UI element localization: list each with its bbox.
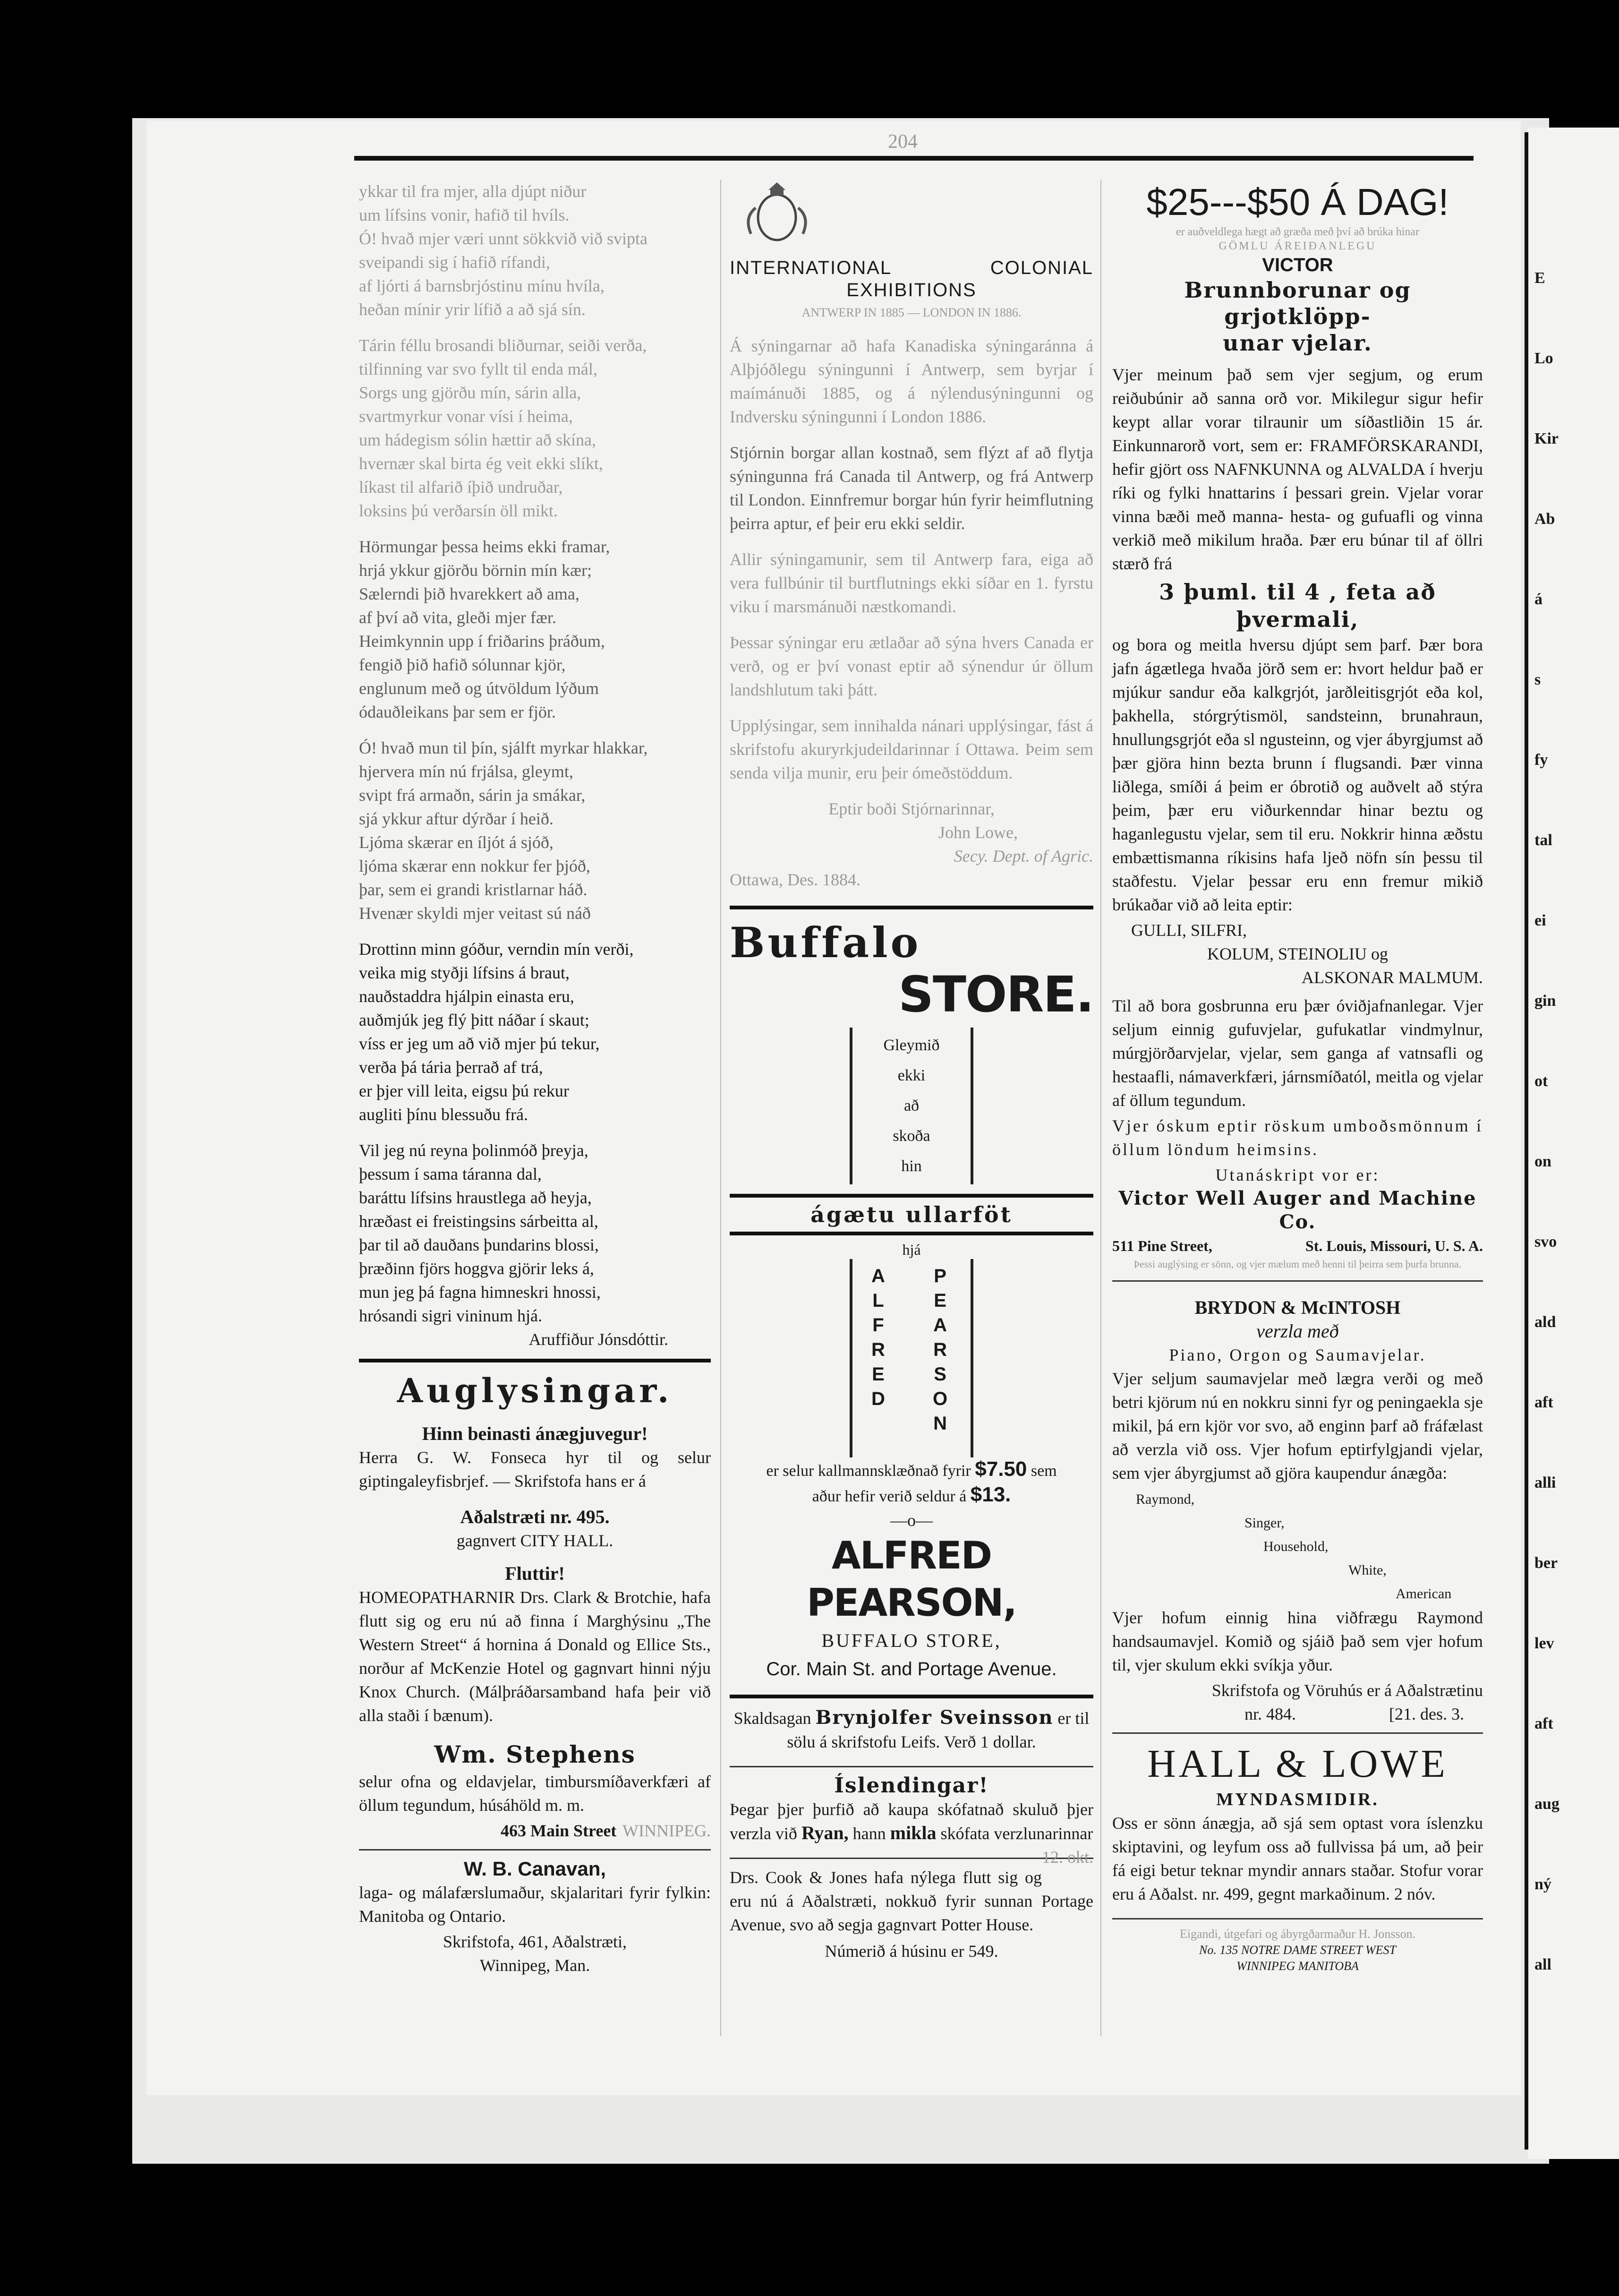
ad-divider (359, 1849, 711, 1851)
poem-stanza-5 (359, 937, 711, 1126)
victor-paragraph-3: Til að bora gosbrunna eru þær óviðjafnanlegar. Vjer seljum einnig gufuvjelar, gufukatlar vindmylnur, múrgjörðarvjelar, vjelar, sem ganga af vatnsafli og hestaafli, námaverkfæri, járnsmíðatól, meitla og vjelar af öllum tegundum. (1112, 996, 1483, 1110)
adjacent-page-fragment: ber (1534, 1554, 1558, 1572)
brand-household: Household, (1263, 1539, 1329, 1554)
buffalo-store-line: BUFFALO STORE, (821, 1630, 1002, 1651)
adjacent-page-fragment: aug (1534, 1795, 1559, 1813)
stack-word: hin (901, 1157, 922, 1175)
saga-title: Brynjolfer Sveinsson (815, 1706, 1054, 1729)
adjacent-page-strip (1528, 128, 1619, 2159)
exhibition-paragraph-4: Þessar sýningar eru ætlaðar að sýna hvers Canada er verð, og er því vonast eptir að sýnendur úr öllum landshlutum taki þátt. (730, 633, 1093, 699)
poem-line: Tárin féllu brosandi bliðurnar, seiði verða, (359, 336, 647, 355)
page-number: 204 (888, 131, 918, 153)
poem-stanza-2 (359, 334, 711, 523)
victor-size-line: 3 þuml. til 4 , feta að þvermali, (1159, 579, 1436, 632)
poem-line: auðmjúk jeg flý þitt náðar í skaut; (359, 1011, 589, 1029)
exhibition-title-left: INTERNATIONAL (730, 257, 892, 278)
gleymid-stack (852, 1030, 971, 1182)
brand-white: White, (1348, 1562, 1387, 1578)
poem-line: er þjer vill leita, eigsu þú rekur (359, 1081, 569, 1100)
section-rule (730, 906, 1093, 909)
poem-line: um lífsins vonir, hafið til hvíls. (359, 206, 570, 224)
hall-lowe-paragraph: Oss er sönn ánægja, að sjá sem optast vora íslenzku skiptavini, og leyfum oss að fullvissa þá um, að þeir fá eigi betur teknar myndir annars staðar. Stofur vorar eru á Aðalst. nr. 499, gegnt markaðinum. 2 nóv. (1112, 1814, 1483, 1903)
poem-line: nauðstaddra hjálpin einasta eru, (359, 987, 574, 1006)
ad-stephens-address-line (359, 1819, 711, 1842)
ad-fonseca-address-2: gagnvert CITY HALL. (456, 1531, 614, 1550)
poem-line: veika mig styðji lífsins á braut, (359, 963, 570, 982)
ad-canavan-city: Winnipeg, Man. (479, 1956, 590, 1975)
poem-line: af því að vita, gleði mjer fær. (359, 608, 556, 627)
brydon-products: Piano, Orgon og Saumavjelar. (1169, 1345, 1426, 1364)
poem-line: Hvenær skyldi mjer veitast sú náð (359, 904, 591, 923)
poem-line: Drottinn minn góður, verndin mín verði, (359, 940, 634, 959)
poem-line: heðan mínir yrir lífið a að sjá sín. (359, 300, 586, 319)
poem-line: sveipandi sig í hafið rífandi, (359, 253, 550, 272)
poem-stanza-6 (359, 1139, 711, 1328)
price-text-1b: sem (1031, 1462, 1057, 1480)
poem-line: þar, sem ei grandi kristlarnar háð. (359, 880, 588, 899)
poem-line: Ó! hvað mjer væri unnt sökkvið við svipta (359, 229, 648, 248)
vertical-letter: L (872, 1290, 884, 1311)
poem-line: loksins þú verðarsín öll mikt. (359, 501, 558, 520)
poem-signature: Aruffiður Jónsdóttir. (528, 1330, 668, 1349)
adjacent-page-fragment: fy (1534, 751, 1548, 769)
ad-fonseca-text: Herra G. W. Fonseca hyr til og selur giptingaleyfisbrjef. — Skrifstofa hans er á (359, 1448, 711, 1491)
pearson-vertical (933, 1264, 947, 1436)
vertical-letter: E (872, 1364, 885, 1385)
brydon-office-date: [21. des. 3. (1389, 1705, 1464, 1723)
ad-stephens-address: 463 Main Street (501, 1821, 617, 1840)
poem-line: ódauðleikans þar sem er fjör. (359, 703, 556, 721)
exhibition-signature-2: John Lowe, (938, 823, 1018, 842)
victor-subline-2: GÖMLU ÁREIÐANLEGU (1219, 240, 1377, 252)
publisher-address: No. 135 NOTRE DAME STREET WEST (1199, 1943, 1396, 1957)
brydon-paragraph-2: Vjer hofum einnig hina viðfrægu Raymond handsaumavjel. Komið og sjáið það sem vjer hofum til, vjer skulum ekki svíkja yður. (1112, 1608, 1483, 1674)
victor-company: Victor Well Auger and Machine Co. (1118, 1187, 1477, 1233)
poem-line: tilfinning var svo fyllt til enda mál, (359, 360, 597, 378)
exhibition-paragraph-3: Allir sýningamunir, sem til Antwerp fara, eiga að vera fullbúnir til burtflutnings ekki síðar en 1. fyrstu viku í marsmánuði næstkomandi. (730, 550, 1093, 616)
poem-line: ykkar til fra mjer, alla djúpt niður (359, 182, 587, 201)
exhibition-paragraph-2: Stjórnin borgar allan kostnað, sem flýzt af að flytja sýningunna frá Canada til Antwerp, og frá Antwerp til London. Einnfremur borgar hún fyrir heimflutning þeirra aptur, ef þeir eru ekki seldir. (730, 443, 1093, 533)
islendingar-title: Íslendingar! (834, 1773, 989, 1798)
isl-text-b: hann (852, 1824, 886, 1843)
vertical-letter: P (934, 1266, 946, 1286)
top-rule (354, 156, 1474, 161)
adjacent-page-fragment: Kir (1534, 430, 1559, 447)
saga-text-a: Skaldsagan (733, 1709, 811, 1728)
victor-paragraph-4: Vjer óskum eptir röskum umboðsmönnum í öllum löndum heimsins. (1112, 1116, 1483, 1159)
ad-stephens-city: WINNIPEG. (622, 1821, 711, 1840)
buffalo-title: Buffalo (730, 918, 921, 967)
publisher-city: WINNIPEG MANITOBA (1236, 1959, 1359, 1973)
isl-text-c: skófata verzlunarinnar (940, 1824, 1093, 1843)
section-rule (730, 1695, 1093, 1698)
adjacent-page-fragment: alli (1534, 1474, 1556, 1491)
exhibition-paragraph-5: Upplýsingar, sem innihalda nánari upplýsingar, fást á skrifstofu akuryrkjudeildarinnar í Ottawa. Þeim sem senda vilja munir, eru þeir ómeðstöddum. (730, 716, 1093, 782)
stack-word: Gleymið (883, 1037, 940, 1054)
exhibition-title (730, 257, 1093, 279)
hja-label: hjá (902, 1241, 921, 1258)
victor-city: St. Louis, Missouri, U. S. A. (1305, 1237, 1483, 1254)
poem-stanza-3 (359, 535, 711, 724)
alfred-pearson-title: ALFRED PEARSON, (807, 1534, 1016, 1625)
saga-ad (730, 1706, 1093, 1754)
alfred-vertical (871, 1264, 885, 1411)
poem-line: hræðast ei freistingsins sárbeitta al, (359, 1212, 598, 1231)
poem-line: af ljórti á barnsbrjóstinu mínu hvíla, (359, 276, 605, 295)
ad-stephens-text: selur ofna og eldavjelar, timbursmíðaverkfæri af öllum tegundum, húsáhöld m. m. (359, 1772, 711, 1815)
poem-line: hvernær skal birta ég veit ekki slíkt, (359, 454, 603, 473)
victor-headline: $25---$50 Á DAG! (1146, 181, 1449, 223)
poem-line: Hörmungar þessa heims ekki framar, (359, 537, 610, 556)
ad-stephens-title: Wm. Stephens (434, 1740, 636, 1768)
exhibition-signature-1: Eptir boði Stjórnarinnar, (828, 799, 995, 818)
drs-text: Drs. Cook & Jones hafa nýlega flutt sig og eru nú á Aðalstræti, nokkuð fyrir sunnan Portage Avenue, svo að segja gagnvart Potter House. (730, 1868, 1093, 1934)
poem-line: svartmyrkur vonar vísi í heima, (359, 407, 573, 426)
vertical-letter: S (934, 1364, 946, 1385)
brydon-title: BRYDON & McINTOSH (1194, 1297, 1401, 1318)
ad-divider (730, 1858, 1093, 1859)
adjacent-page-fragment: E (1534, 269, 1545, 287)
vertical-letter: E (934, 1290, 946, 1311)
page-edge-line (1525, 132, 1528, 2150)
victor-paragraph-2: og bora og meitla hversu djúpt sem þarf. Þær bora jafn ágætlega hvaða jörð sem er: hvort heldur það er mjúkur sandur eða kalkgrjót, jarðleitisgrjót eða kol, þakhella, stórgrýtismöl, sandsteinn, brunahraun, hnullungsgrjót eða sl ngusteinn, og vjer ábyrgjumst að þær gjöra hinn bezta brunn í flugsandi. Þær vinna liðlega, smíði á þeim er óbrotið og auðvelt að stýra þeim, þær eru viðurkenndar hinar beztu og haganlegustu vjelar, sem til eru. Nokkrir hinna æðstu embættismanna ríkisins hafa ljeð nöfn sín þessu til staðfestu. Vjelar þessar eru enn fremur mikið brúkaðar við að leita eptir: (1112, 635, 1483, 914)
poem-line: víss er jeg um að við mjer þú tekur, (359, 1034, 600, 1053)
ad-divider (1112, 1918, 1483, 1919)
adjacent-page-fragment: all (1534, 1956, 1551, 1973)
price-new: $7.50 (975, 1457, 1027, 1481)
drs-phone: Númerið á húsinu er 549. (825, 1942, 998, 1961)
adjacent-page-fragment: Lo (1534, 350, 1553, 367)
price-text-1: er selur kallmannsklæðnað fyrir (766, 1462, 971, 1480)
adjacent-page-fragment: aft (1534, 1715, 1553, 1732)
adjacent-page-fragment: lev (1534, 1635, 1554, 1652)
column-divider-1 (720, 180, 721, 2036)
ullarfot-line: ágætu ullarföt (810, 1202, 1013, 1227)
stack-word: ekki (897, 1067, 926, 1084)
poem-line: Ljóma skærar en íljót á sjóð, (359, 833, 554, 852)
adjacent-page-fragment: aft (1534, 1394, 1553, 1411)
ad-rule (730, 1194, 1093, 1198)
ad-fonseca-address: Aðalstræti nr. 495. (460, 1506, 610, 1527)
brand-american: American (1396, 1586, 1452, 1602)
exhibition-title-right: COLONIAL (990, 257, 1093, 278)
isl-ryan: Ryan, (801, 1822, 849, 1843)
exhibition-title-2: EXHIBITIONS (846, 280, 977, 300)
victor-subline-1: er auðveldlega hægt að græða með því að brúka hinar (1176, 226, 1420, 238)
saga-text-b: er til sölu á skrifstofu Leifs. Verð 1 dollar. (787, 1709, 1090, 1751)
adjacent-page-fragment: á (1534, 591, 1542, 608)
vertical-letter: R (933, 1339, 947, 1360)
victor-note: Þessi auglýsing er sönn, og vjer mælum með henni til þeirra sem þurfa brunna. (1133, 1258, 1462, 1270)
exhibition-paragraph-1: Á sýningarnar að hafa Kanadiska sýningaránna á Alþjóðlegu sýningunni í Antwerp, sem byrjar í maímánuði 1885, og á nýlendusýningunni og Indversku sýningunni í London 1886. (730, 336, 1093, 426)
separator-mark: —o— (890, 1511, 933, 1530)
publisher-line: Eigandi, útgefari og ábyrgðarmaður H. Jonsson. (1179, 1927, 1416, 1941)
victor-title-1: Brunnborunar og grjotklöpp- (1184, 277, 1411, 329)
column-divider-2 (1100, 180, 1101, 2036)
victor-brand: VICTOR (1262, 255, 1333, 275)
exhibition-date: Ottawa, Des. 1884. (730, 870, 861, 889)
brydon-paragraph-1: Vjer seljum saumavjelar með lægra verði og með betri kjörum nú en nokkru sinni fyr og peningaekla sje mikil, þá ern kjör vor svo, að enginn þarf að fráfælast að verzla við oss. Vjer hofum eptirfylgjandi vjelar, sem vjer ábyrgjumst að gjöra kaupendur ánægða: (1112, 1369, 1483, 1482)
poem-line: verða þá tária þerrað af trá, (359, 1058, 543, 1077)
ad-divider (1112, 1732, 1483, 1734)
victor-street: 511 Pine Street, (1112, 1237, 1212, 1254)
ad-rule (730, 1232, 1093, 1235)
poem-line: englunum með og útvöldum lýðum (359, 679, 599, 698)
poem-line: augliti þínu blessuðu frá. (359, 1105, 528, 1124)
adjacent-page-fragment: ei (1534, 912, 1546, 929)
vertical-letter: A (871, 1266, 885, 1286)
adjacent-page-fragment: Ab (1534, 510, 1555, 528)
brydon-office: Skrifstofa og Vöruhús er á Aðalstrætinu (1211, 1681, 1483, 1700)
brand-singer: Singer, (1244, 1515, 1285, 1531)
vertical-letter: D (871, 1388, 885, 1409)
isl-mikla: mikla (890, 1822, 937, 1843)
poem-line: Ó! hvað mun til þín, sjálft myrkar hlakkar, (359, 738, 648, 757)
vertical-letter: O (933, 1388, 948, 1409)
poem-line: baráttu lífsins hraustlega að heyja, (359, 1188, 592, 1207)
exhibition-subtitle: ANTWERP IN 1885 — LONDON IN 1886. (801, 306, 1022, 319)
adjacent-page-fragment: ot (1534, 1072, 1548, 1090)
adjacent-page-fragment: tal (1534, 831, 1552, 849)
isl-date: 12. okt. (1041, 1848, 1093, 1867)
price-line-1 (730, 1457, 1093, 1483)
hall-lowe-title: HALL & LOWE (1147, 1742, 1448, 1786)
column-3 (1112, 180, 1483, 1974)
ad-divider (1112, 1280, 1483, 1282)
victor-title-2: unar vjelar. (1223, 330, 1372, 356)
poem-line: hrjá ykkur gjörðu börnin mín kær; (359, 561, 592, 580)
price-line-2 (730, 1483, 1093, 1508)
adjacent-page-fragment: on (1534, 1153, 1551, 1170)
name-cross (850, 1259, 973, 1457)
isl-text-a: Þegar þjer þurfið að kaupa skófatnað skuluð þjer verzla við (730, 1800, 1093, 1843)
vertical-letter: N (933, 1413, 947, 1434)
ad-clark-text: HOMEOPATHARNIR Drs. Clark & Brotchie, hafa flutt sig og eru nú að finna í Marghýsinu „The Western Street“ á hornina á Donald og Ellice Sts., norður af McKenzie Hotel og gagnvart hinni nýju Knox Church. (Málþráðarsamband hafa þeir við alla staði í bænum). (359, 1588, 711, 1725)
gleymid-box (850, 1028, 973, 1184)
section-rule (359, 1359, 711, 1362)
vertical-letter: A (933, 1315, 947, 1336)
victor-metals-2: KOLUM, STEINOLIU og (1207, 944, 1388, 963)
stack-word: skoða (893, 1127, 930, 1145)
victor-utanaskript: Utanáskript vor er: (1215, 1165, 1380, 1184)
store-title: STORE. (898, 966, 1093, 1023)
poem-line: Vil jeg nú reyna þolinmóð þreyja, (359, 1141, 588, 1160)
poem-line: hrósandi sigri vininum hjá. (359, 1306, 542, 1325)
ad-clark-title: Fluttir! (505, 1563, 565, 1584)
poem-stanza-4 (359, 736, 711, 925)
column-2 (730, 180, 1093, 1963)
poem-line: Sorgs ung gjörðu mín, sárin alla, (359, 383, 581, 402)
victor-street-line (1112, 1234, 1483, 1258)
victor-paragraph-1: Vjer meinum það sem vjer segjum, og erum reiðubúnir að sanna orð vor. Mikilegur sigur hefir keypt allar vorar tilraunir um síðastliðin 15 ár. Einkunnarorð vort, sem er: FRAMFÖRSKARANDI, hefir gjört oss NAFNKUNNA og ALVALDA í hverju ríki og fylki hnattarins í þessari grein. Vjelar vorar vinna bæði með manna- hesta- og gufuafli og vinna verkið með mikilum hraða. Þær eru búnar til af öllri stærð frá (1112, 365, 1483, 573)
ad-canavan-text: laga- og málafærslumaður, skjalaritari fyrir fylkin: Manitoba og Ontario. (359, 1883, 711, 1926)
adjacent-page-fragment: ald (1534, 1313, 1556, 1331)
poem-line: mun jeg þá fagna himneskri hnossi, (359, 1283, 601, 1302)
ad-fonseca-title: Hinn beinasti ánægjuvegur! (422, 1423, 648, 1444)
price-text-2: aður hefir verið seldur á (812, 1488, 967, 1505)
poem-line: ljóma skærar enn nokkur fer þjóð, (359, 857, 590, 875)
ads-heading: Auglysingar. (397, 1371, 673, 1410)
brydon-office-line (1112, 1702, 1483, 1726)
price-old: $13. (970, 1483, 1011, 1506)
victor-metals-1: GULLI, SILFRI, (1131, 921, 1247, 940)
poem-line: þessum í sama táranna dal, (359, 1165, 542, 1183)
corner-address: Cor. Main St. and Portage Avenue. (766, 1659, 1057, 1679)
brand-raymond: Raymond, (1136, 1491, 1195, 1507)
column-1 (359, 180, 711, 1977)
poem-line: Heimkynnin upp í friðarins þráðum, (359, 632, 605, 651)
ad-canavan-address: Skrifstofa, 461, Aðalstræti, (443, 1932, 627, 1951)
poem-line: fengið þið hafið sólunnar kjör, (359, 655, 566, 674)
adjacent-page-fragment: s (1534, 671, 1541, 688)
poem-line: um hádegism sólin hættir að skína, (359, 430, 596, 449)
adjacent-page-fragment: gin (1534, 992, 1556, 1010)
poem-line: líkast til alfarið íþið undruðar, (359, 478, 563, 497)
poem-line: sjá ykkur aftur dýrðar í heið. (359, 809, 554, 828)
stack-word: að (903, 1097, 920, 1114)
ad-canavan-title: W. B. Canavan, (463, 1858, 606, 1880)
poem-line: svipt frá armaðn, sárin ja smákar, (359, 786, 586, 805)
royal-crest-icon (730, 180, 824, 250)
poem-line: þar til að dauðans þundarins blossi, (359, 1235, 599, 1254)
brydon-office-nr: nr. 484. (1244, 1705, 1296, 1723)
brydon-verzla: verzla með (1256, 1320, 1339, 1342)
poem-line: Sælerndi þið hvarekkert að ama, (359, 584, 579, 603)
poem-stanza-1 (359, 180, 711, 321)
victor-metals-3: ALSKONAR MALMUM. (1301, 968, 1483, 987)
vertical-letter: F (872, 1315, 884, 1336)
adjacent-page-fragment: svo (1534, 1233, 1557, 1251)
ad-divider (730, 1766, 1093, 1767)
vertical-letter: R (871, 1339, 885, 1360)
adjacent-page-fragment: ný (1534, 1876, 1551, 1893)
hall-lowe-subtitle: MYNDASMIDIR. (1216, 1790, 1379, 1809)
exhibition-signature-3: Secy. Dept. of Agric. (954, 847, 1093, 865)
poem-line: hjervera mín nú frjálsa, gleymt, (359, 762, 573, 781)
islendingar-text (730, 1798, 1093, 1867)
poem-line: þræðinn fjörs hoggva gjörir leks á, (359, 1259, 594, 1278)
